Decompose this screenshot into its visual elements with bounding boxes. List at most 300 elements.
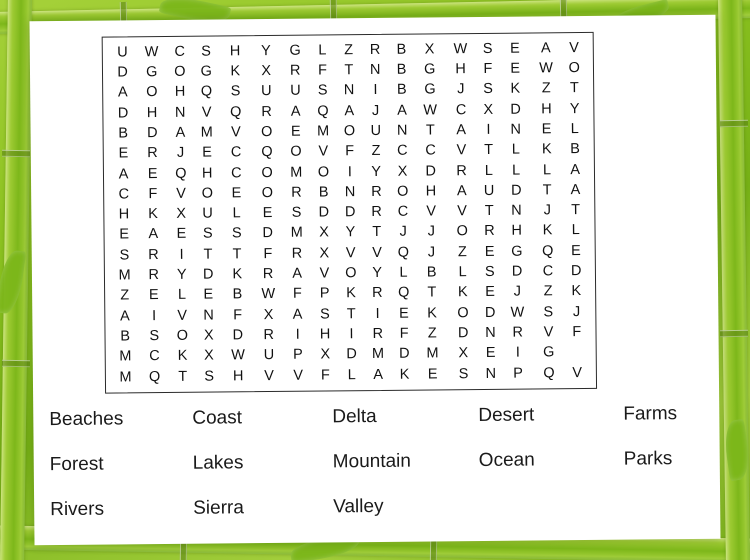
letter-cell[interactable]: X (203, 327, 214, 344)
letter-cell[interactable]: A (456, 182, 467, 200)
letter-cell[interactable]: E (541, 121, 552, 138)
letter-cell[interactable]: F (233, 306, 243, 323)
letter-cell[interactable]: A (117, 84, 128, 101)
letter-cell[interactable]: X (319, 224, 329, 241)
letter-cell[interactable]: K (542, 222, 553, 239)
letter-cell[interactable]: K (148, 206, 158, 223)
letter-cell[interactable]: Y (345, 224, 356, 241)
letter-cell[interactable]: T (569, 80, 579, 97)
letter-cell[interactable]: R (456, 162, 467, 179)
letter-cell[interactable]: D (344, 204, 356, 221)
letter-cell[interactable]: J (427, 244, 436, 261)
letter-cell[interactable]: L (347, 366, 356, 383)
letter-cell[interactable]: U (290, 83, 301, 100)
letter-cell[interactable]: C (397, 203, 409, 220)
letter-cell[interactable]: I (373, 82, 378, 99)
word-coast[interactable]: Coast (192, 407, 243, 429)
letter-cell[interactable]: X (263, 306, 274, 323)
letter-cell[interactable]: C (149, 348, 160, 365)
letter-cell[interactable]: T (203, 246, 213, 263)
letter-cell[interactable]: D (510, 182, 522, 199)
letter-cell[interactable]: I (347, 163, 352, 180)
letter-cell[interactable]: Z (427, 325, 437, 342)
letter-cell[interactable]: U (263, 347, 275, 364)
letter-cell[interactable]: K (457, 284, 468, 301)
letter-cell[interactable]: S (319, 305, 330, 323)
letter-cell[interactable]: I (349, 326, 354, 343)
letter-cell[interactable]: E (262, 205, 273, 222)
letter-cell[interactable]: T (178, 368, 188, 385)
letter-cell[interactable]: N (511, 202, 522, 219)
letter-cell[interactable]: M (119, 348, 132, 365)
letter-cell[interactable]: A (290, 103, 301, 120)
letter-cell[interactable]: R (263, 326, 275, 343)
letter-cell[interactable]: A (456, 122, 467, 139)
letter-cell[interactable]: E (485, 284, 495, 301)
word-valley[interactable]: Valley (333, 495, 384, 518)
letter-cell[interactable]: S (458, 365, 469, 382)
letter-cell[interactable]: D (146, 125, 158, 142)
letter-cell[interactable]: V (264, 367, 275, 384)
letter-cell[interactable]: P (513, 365, 523, 382)
letter-cell[interactable]: S (483, 81, 494, 98)
letter-cell[interactable]: J (543, 202, 552, 219)
letter-cell[interactable]: Z (543, 283, 553, 300)
letter-cell[interactable]: A (570, 161, 581, 178)
letter-cell[interactable]: J (572, 303, 581, 320)
letter-cell[interactable]: X (319, 245, 330, 262)
letter-cell[interactable]: V (457, 203, 467, 220)
letter-cell[interactable]: J (399, 224, 407, 241)
letter-cell[interactable]: D (262, 225, 274, 242)
letter-cell[interactable]: S (230, 83, 241, 100)
letter-cell[interactable]: K (177, 347, 188, 365)
letter-cell[interactable]: K (232, 266, 243, 283)
letter-cell[interactable]: L (512, 162, 521, 179)
letter-cell[interactable]: S (201, 43, 211, 60)
letter-cell[interactable]: L (232, 205, 241, 222)
letter-cell[interactable]: B (396, 82, 407, 99)
letter-cell[interactable]: O (457, 304, 469, 321)
letter-cell[interactable]: T (346, 305, 356, 322)
letter-cell[interactable]: V (293, 367, 304, 384)
letter-cell[interactable]: G (511, 243, 523, 260)
letter-cell[interactable]: Q (542, 242, 554, 260)
letter-cell[interactable]: S (482, 40, 493, 57)
letter-cell[interactable]: N (344, 184, 356, 201)
letter-cell[interactable]: B (570, 141, 580, 158)
letter-cell[interactable]: V (201, 104, 212, 121)
letter-cell[interactable]: F (320, 366, 330, 384)
letter-cell[interactable]: Q (398, 284, 410, 302)
letter-cell[interactable]: T (484, 202, 494, 220)
letter-cell[interactable]: E (571, 242, 581, 259)
letter-cell[interactable]: K (346, 285, 356, 302)
letter-cell[interactable]: O (146, 84, 158, 101)
letter-cell[interactable]: K (510, 81, 521, 98)
letter-cell[interactable]: R (371, 183, 382, 200)
letter-cell[interactable]: F (483, 61, 493, 78)
letter-cell[interactable]: R (484, 223, 495, 240)
letter-cell[interactable]: A (373, 366, 384, 383)
letter-cell[interactable]: Y (261, 42, 271, 59)
letter-cell[interactable]: O (290, 143, 302, 161)
letter-grid[interactable] (102, 32, 597, 394)
letter-cell[interactable]: E (231, 185, 242, 202)
letter-cell[interactable]: O (397, 183, 409, 200)
letter-cell[interactable]: Q (543, 364, 555, 381)
letter-cell[interactable]: S (543, 303, 554, 320)
letter-cell[interactable]: H (118, 206, 130, 223)
letter-cell[interactable]: H (541, 101, 552, 118)
letter-cell[interactable]: J (371, 102, 380, 119)
letter-cell[interactable]: C (174, 43, 185, 60)
letter-cell[interactable]: Z (541, 80, 551, 97)
letter-cell[interactable]: R (148, 246, 159, 263)
letter-cell[interactable]: M (426, 345, 439, 362)
letter-cell[interactable]: C (425, 142, 436, 159)
letter-cell[interactable]: L (399, 264, 408, 281)
letter-cell[interactable]: C (455, 101, 467, 118)
letter-cell[interactable]: B (120, 328, 131, 345)
word-farms[interactable]: Farms (623, 403, 678, 425)
letter-cell[interactable]: L (484, 162, 493, 179)
letter-cell[interactable]: K (427, 304, 438, 322)
letter-cell[interactable]: A (570, 181, 581, 198)
letter-cell[interactable]: I (179, 246, 184, 263)
letter-cell[interactable]: X (424, 41, 435, 58)
letter-cell[interactable]: M (118, 267, 131, 284)
letter-cell[interactable]: T (542, 182, 552, 199)
letter-cell[interactable]: F (263, 245, 273, 262)
letter-cell[interactable]: O (174, 63, 186, 81)
letter-cell[interactable]: V (372, 244, 382, 261)
letter-cell[interactable]: J (513, 283, 521, 300)
letter-cell[interactable]: V (543, 324, 554, 341)
letter-cell[interactable]: A (344, 102, 355, 120)
letter-cell[interactable]: E (290, 123, 301, 140)
word-delta[interactable]: Delta (332, 405, 377, 428)
letter-cell[interactable]: R (291, 184, 302, 201)
letter-cell[interactable]: K (230, 63, 241, 80)
letter-cell[interactable]: M (316, 123, 330, 140)
letter-cell[interactable]: A (292, 265, 303, 282)
letter-cell[interactable]: P (319, 285, 330, 302)
letter-cell[interactable]: T (344, 62, 354, 79)
letter-cell[interactable]: R (262, 265, 274, 283)
letter-cell[interactable]: U (117, 44, 128, 61)
word-desert[interactable]: Desert (478, 404, 535, 427)
letter-cell[interactable]: G (424, 61, 436, 78)
letter-cell[interactable]: I (515, 344, 520, 361)
letter-cell[interactable]: X (397, 163, 408, 180)
letter-cell[interactable]: J (176, 145, 185, 162)
letter-cell[interactable]: E (119, 226, 130, 243)
letter-cell[interactable]: U (261, 83, 272, 100)
letter-cell[interactable]: K (541, 141, 552, 158)
letter-cell[interactable]: J (457, 81, 465, 98)
letter-cell[interactable]: Q (200, 84, 213, 101)
letter-cell[interactable]: B (396, 61, 407, 78)
letter-cell[interactable]: F (318, 62, 328, 79)
word-forest[interactable]: Forest (49, 453, 104, 476)
letter-cell[interactable]: E (203, 286, 214, 303)
letter-cell[interactable]: Z (371, 143, 381, 160)
letter-cell[interactable]: L (511, 141, 521, 158)
letter-cell[interactable]: S (291, 204, 302, 221)
letter-cell[interactable]: Z (120, 287, 130, 304)
letter-cell[interactable]: T (372, 224, 382, 241)
letter-cell[interactable]: L (542, 161, 552, 178)
letter-cell[interactable]: D (346, 346, 357, 363)
letter-cell[interactable]: V (345, 244, 356, 261)
letter-cell[interactable]: V (318, 143, 329, 160)
letter-cell[interactable]: E (484, 243, 495, 260)
letter-cell[interactable]: O (261, 164, 273, 181)
letter-cell[interactable]: R (369, 41, 381, 58)
letter-cell[interactable]: Q (229, 104, 242, 121)
letter-cell[interactable]: G (145, 64, 158, 81)
letter-cell[interactable]: Y (176, 266, 187, 283)
letter-cell[interactable]: U (370, 122, 382, 140)
letter-cell[interactable]: M (371, 346, 385, 363)
letter-cell[interactable]: C (230, 164, 242, 181)
letter-cell[interactable]: I (375, 305, 380, 322)
letter-cell[interactable]: S (484, 263, 495, 280)
letter-cell[interactable]: X (320, 346, 331, 363)
letter-cell[interactable]: X (458, 345, 469, 362)
letter-cell[interactable]: N (485, 365, 497, 382)
letter-cell[interactable]: H (201, 165, 213, 182)
letter-cell[interactable]: I (295, 326, 300, 343)
letter-cell[interactable]: X (483, 101, 494, 118)
letter-cell[interactable]: N (343, 82, 355, 99)
letter-cell[interactable]: H (511, 223, 523, 240)
letter-cell[interactable]: V (230, 124, 241, 141)
letter-cell[interactable]: C (542, 263, 554, 280)
letter-cell[interactable]: O (343, 123, 356, 140)
letter-cell[interactable]: M (119, 368, 132, 385)
letter-cell[interactable]: E (176, 226, 187, 243)
letter-cell[interactable]: Q (397, 244, 410, 261)
letter-cell[interactable]: G (424, 81, 436, 98)
letter-cell[interactable]: R (371, 204, 382, 221)
letter-cell[interactable]: O (176, 327, 189, 344)
letter-cell[interactable]: A (175, 124, 186, 141)
letter-cell[interactable]: K (399, 366, 410, 383)
letter-cell[interactable]: D (117, 64, 128, 81)
letter-cell[interactable]: Y (371, 163, 382, 180)
word-beaches[interactable]: Beaches (49, 408, 124, 431)
letter-cell[interactable]: P (293, 346, 303, 363)
letter-cell[interactable]: O (317, 164, 330, 181)
letter-cell[interactable]: X (204, 347, 214, 364)
letter-cell[interactable]: A (120, 307, 130, 324)
letter-cell[interactable]: D (117, 105, 129, 122)
letter-cell[interactable]: H (455, 61, 466, 78)
letter-cell[interactable]: T (232, 245, 242, 263)
letter-cell[interactable]: Q (148, 368, 161, 385)
letter-cell[interactable]: W (261, 286, 276, 303)
letter-cell[interactable]: D (570, 263, 582, 280)
letter-cell[interactable]: N (174, 104, 186, 121)
letter-cell[interactable]: B (232, 286, 243, 303)
letter-cell[interactable]: B (396, 41, 407, 58)
letter-cell[interactable]: E (399, 305, 409, 322)
letter-cell[interactable]: E (118, 145, 129, 162)
letter-cell[interactable]: L (318, 42, 327, 59)
letter-cell[interactable]: W (510, 304, 525, 321)
letter-cell[interactable]: D (510, 101, 521, 118)
letter-cell[interactable]: A (118, 165, 129, 183)
letter-cell[interactable]: S (231, 225, 242, 242)
word-lakes[interactable]: Lakes (192, 452, 244, 474)
letter-cell[interactable]: D (484, 304, 496, 321)
letter-cell[interactable]: R (372, 325, 384, 342)
letter-cell[interactable]: N (369, 62, 381, 79)
letter-cell[interactable]: H (232, 367, 244, 384)
letter-cell[interactable]: E (427, 365, 438, 382)
letter-cell[interactable]: W (423, 102, 438, 119)
letter-cell[interactable]: R (512, 324, 523, 341)
letter-cell[interactable]: A (292, 306, 303, 323)
letter-cell[interactable]: R (372, 285, 383, 302)
letter-cell[interactable]: S (204, 368, 215, 385)
letter-cell[interactable]: R (291, 245, 303, 262)
letter-cell[interactable]: S (149, 327, 160, 344)
letter-cell[interactable]: Y (372, 264, 383, 282)
letter-cell[interactable]: T (425, 122, 435, 139)
letter-cell[interactable]: M (290, 225, 303, 242)
letter-cell[interactable]: U (483, 182, 495, 199)
letter-cell[interactable]: Y (569, 100, 580, 117)
letter-cell[interactable]: J (427, 223, 436, 240)
letter-cell[interactable]: N (396, 122, 408, 139)
letter-cell[interactable]: N (485, 324, 496, 341)
letter-cell[interactable]: O (261, 184, 274, 201)
word-rivers[interactable]: Rivers (50, 498, 105, 521)
letter-cell[interactable]: T (571, 202, 581, 219)
letter-cell[interactable]: H (319, 326, 331, 343)
letter-cell[interactable]: B (118, 125, 129, 142)
letter-cell[interactable]: H (146, 104, 158, 121)
letter-cell[interactable]: A (397, 102, 407, 119)
letter-cell[interactable]: S (317, 82, 328, 99)
letter-cell[interactable]: R (261, 103, 272, 120)
letter-cell[interactable]: M (200, 124, 213, 141)
letter-cell[interactable]: Z (457, 243, 467, 260)
letter-cell[interactable]: N (203, 307, 214, 324)
letter-cell[interactable]: V (572, 364, 583, 381)
letter-cell[interactable]: O (345, 265, 357, 282)
word-ocean[interactable]: Ocean (478, 449, 535, 472)
word-parks[interactable]: Parks (623, 448, 673, 470)
letter-cell[interactable]: F (399, 325, 409, 342)
letter-cell[interactable]: V (177, 307, 188, 324)
letter-cell[interactable]: E (485, 344, 496, 362)
word-mountain[interactable]: Mountain (332, 450, 412, 473)
letter-cell[interactable]: F (148, 185, 158, 203)
letter-cell[interactable]: B (318, 184, 329, 201)
letter-cell[interactable]: V (319, 265, 330, 282)
letter-cell[interactable] (564, 342, 590, 363)
letter-cell[interactable]: W (231, 347, 245, 364)
letter-cell[interactable]: Q (261, 144, 273, 161)
letter-cell[interactable]: R (148, 267, 159, 284)
letter-cell[interactable]: E (202, 144, 212, 161)
letter-cell[interactable]: G (543, 344, 555, 361)
letter-cell[interactable]: A (540, 40, 551, 57)
letter-cell[interactable]: D (202, 266, 214, 283)
letter-cell[interactable]: W (453, 40, 468, 58)
letter-cell[interactable]: K (571, 283, 582, 300)
letter-cell[interactable]: E (148, 287, 159, 304)
letter-cell[interactable]: C (230, 144, 242, 161)
letter-cell[interactable]: S (119, 247, 130, 264)
letter-cell[interactable]: O (201, 185, 214, 202)
letter-cell[interactable]: C (397, 142, 408, 160)
letter-cell[interactable]: Q (317, 103, 329, 120)
letter-cell[interactable]: T (427, 284, 437, 301)
letter-cell[interactable]: E (510, 60, 521, 77)
letter-cell[interactable]: V (426, 203, 437, 220)
letter-cell[interactable]: D (232, 327, 244, 344)
letter-cell[interactable]: X (176, 205, 187, 223)
letter-cell[interactable]: X (261, 63, 272, 80)
letter-cell[interactable]: W (144, 43, 159, 61)
letter-cell[interactable]: D (425, 162, 437, 180)
letter-cell[interactable]: D (318, 204, 330, 221)
letter-cell[interactable]: Z (344, 42, 354, 59)
letter-cell[interactable]: L (458, 264, 467, 281)
letter-cell[interactable]: C (118, 186, 130, 203)
letter-cell[interactable]: E (510, 40, 520, 57)
letter-cell[interactable]: A (148, 226, 159, 243)
letter-cell[interactable]: O (261, 123, 273, 141)
letter-cell[interactable]: V (176, 185, 186, 202)
letter-cell[interactable]: M (290, 164, 303, 181)
letter-cell[interactable]: D (511, 263, 523, 280)
letter-cell[interactable]: G (200, 63, 212, 80)
letter-cell[interactable]: F (572, 323, 582, 340)
letter-cell[interactable]: D (457, 324, 469, 342)
letter-cell[interactable]: H (425, 183, 437, 200)
letter-cell[interactable]: O (568, 60, 580, 77)
letter-cell[interactable]: N (510, 121, 522, 138)
letter-cell[interactable]: E (147, 165, 158, 182)
letter-cell[interactable]: B (426, 264, 437, 281)
letter-cell[interactable]: U (202, 205, 213, 222)
letter-cell[interactable]: L (571, 222, 580, 239)
letter-cell[interactable]: F (292, 285, 302, 303)
letter-cell[interactable]: H (229, 43, 241, 60)
letter-cell[interactable]: H (174, 84, 186, 101)
letter-cell[interactable]: F (345, 143, 355, 160)
letter-cell[interactable]: Q (175, 165, 187, 182)
letter-cell[interactable]: V (569, 39, 579, 57)
letter-cell[interactable]: S (202, 225, 213, 243)
letter-cell[interactable]: T (484, 142, 494, 159)
letter-cell[interactable]: W (539, 60, 553, 77)
letter-cell[interactable]: R (289, 62, 301, 79)
letter-cell[interactable]: I (151, 307, 157, 324)
letter-cell[interactable]: G (289, 42, 301, 59)
letter-cell[interactable]: I (486, 121, 491, 138)
letter-cell[interactable]: D (399, 345, 410, 362)
letter-cell[interactable]: R (147, 145, 158, 162)
letter-cell[interactable]: V (456, 142, 467, 159)
word-sierra[interactable]: Sierra (193, 497, 244, 519)
